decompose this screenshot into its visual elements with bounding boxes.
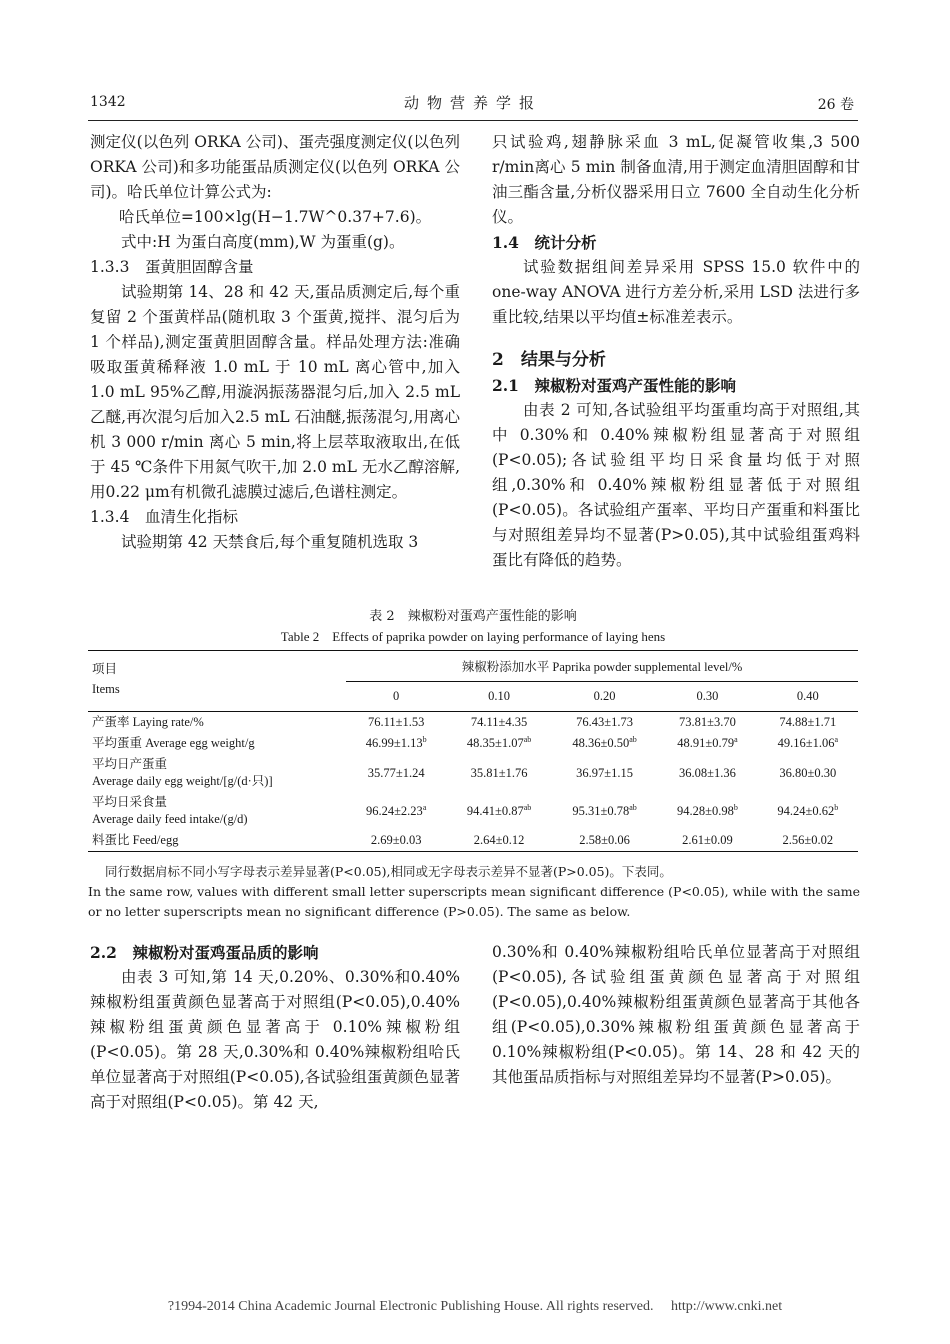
page-number: 1342 (90, 94, 126, 110)
cell-value: 35.81±1.76 (470, 765, 528, 780)
significance-superscript: a (422, 802, 427, 812)
level-header: 0 (393, 689, 400, 703)
cell-value: 46.99±1.13 (365, 736, 423, 751)
left-column-bottom (90, 940, 460, 1115)
row-label (88, 792, 346, 830)
data-table (88, 650, 858, 852)
table-cell (552, 733, 658, 754)
table-row (88, 712, 858, 734)
level-header: 0.30 (696, 689, 719, 703)
row-label (88, 712, 346, 734)
running-header (88, 90, 858, 121)
cell-value: 76.43±1.73 (576, 715, 633, 729)
item-header-cn: 项目 (92, 662, 118, 676)
cell-value: 73.81±3.70 (679, 715, 736, 729)
cell-value: 48.91±0.79 (677, 736, 735, 751)
row-label-cn: 平均日产蛋重 (92, 757, 168, 771)
cell-value: 36.97±1.15 (576, 765, 633, 780)
right-column-top (492, 130, 860, 573)
table-cell (657, 754, 757, 792)
cell-value: 2.69±0.03 (370, 833, 422, 847)
table-cell (758, 792, 858, 830)
cell-value: 94.41±0.87 (466, 804, 524, 819)
row-label (88, 830, 346, 852)
table-cell (346, 792, 446, 830)
paragraph: 只试验鸡,翅静脉采血 3 mL,促凝管收集,3 500 r/min离心 5 min 制备血清,用于测定血清胆固醇和甘油三酯含量,分析仪器采用日立 7600 全自动生化分析仪。 (492, 133, 860, 226)
cell-value: 35.77±1.24 (367, 765, 425, 780)
significance-superscript: ab (523, 735, 532, 745)
paragraph: 试验数据组间差异采用 SPSS 15.0 软件中的 one-way ANOVA 进行方差分析,采用 LSD 法进行多重比较,结果以平均值±标准差表示。 (492, 258, 860, 326)
cell-value: 95.31±0.78 (572, 804, 630, 819)
paragraph: 测定仪(以色列 ORKA 公司)、蛋壳强度测定仪(以色列 ORKA 公司)和多功能蛋品质测定仪(以色列 ORKA 公司)。哈氏单位计算公式为: (90, 133, 460, 201)
cell-value: 94.28±0.98 (677, 804, 734, 819)
table-caption-en: Table 2 Effects of paprika powder on laying performance of laying hens (280, 629, 666, 644)
significance-superscript: b (733, 802, 738, 812)
row-label-en: Average daily feed intake/(g/d) (92, 812, 248, 826)
cell-value: 74.88±1.71 (779, 715, 837, 729)
row-label-en: Average daily egg weight/[g/(d·只)] (92, 774, 273, 788)
row-label-cn: 平均日采食量 (92, 795, 168, 809)
table-cell (657, 830, 757, 852)
table-note-en: In the same row, values with different small letter superscripts mean significant difference (P<0.05), while with the same or no letter superscripts mean no significant difference (P>0.05). The same as below. (88, 884, 861, 919)
cell-value: 94.24±0.62 (777, 804, 835, 819)
table-cell (446, 830, 552, 852)
cell-value: 48.36±0.50 (572, 736, 630, 751)
significance-superscript: b (422, 735, 427, 745)
level-header: 0.20 (593, 689, 616, 703)
row-label-cn: 平均蛋重 Average egg weight/g (92, 736, 255, 750)
right-column-bottom (492, 940, 860, 1090)
copyright-footer: ?1994-2014 China Academic Journal Electronic Publishing House. All rights reserved. http://www.cnki.net (167, 1299, 783, 1314)
cell-value: 76.11±1.53 (367, 715, 425, 729)
subsubsection-heading: 1.3.3 蛋黄胆固醇含量 (90, 258, 254, 276)
table-cell (657, 712, 757, 734)
cell-value: 49.16±1.06 (777, 736, 835, 751)
table-note-cn: 同行数据肩标不同小写字母表示差异显著(P<0.05),相同或无字母表示差异不显著(P>0.05)。下表同。 (105, 864, 672, 879)
paragraph: 由表 3 可知,第 14 天,0.20%、0.30%和0.40%辣椒粉组蛋黄颜色显著高于对照组(P<0.05),0.40%辣椒粉组蛋黄颜色显著高于 0.10%辣椒粉组(P<0.05)。第 28 天,0.30%和 0.40%辣椒粉组哈氏单位显著高于对照组(P<0.05),各试验组蛋黄颜色显著高于对照组(P<0.05)。第 42 天, (90, 968, 460, 1111)
cell-value: 2.61±0.09 (682, 833, 733, 847)
item-header-en: Items (92, 682, 120, 696)
table-cell (758, 754, 858, 792)
table-cell (446, 754, 552, 792)
paragraph: 由表 2 可知,各试验组平均蛋重均高于对照组,其中 0.30%和 0.40%辣椒粉组显著高于对照组(P<0.05);各试验组平均日采食量均低于对照组,0.30%和 0.40%辣椒粉组显著低于对照组(P<0.05)。各试验组产蛋率、平均日产蛋重和料蛋比与对照组差异均不显著(P>0.05),其中试验组蛋鸡料蛋比有降低的趋势。 (492, 401, 860, 569)
row-label (88, 754, 346, 792)
table-row (88, 792, 858, 830)
item-header (88, 651, 346, 712)
table-cell (758, 830, 858, 852)
cell-value: 74.11±4.35 (470, 715, 528, 729)
cell-value: 36.08±1.36 (679, 765, 736, 780)
cell-value: 2.64±0.12 (473, 833, 525, 847)
significance-superscript: ab (523, 802, 532, 812)
subsubsection-heading: 1.3.4 血清生化指标 (90, 508, 238, 526)
table-cell (552, 830, 658, 852)
paragraph: 0.30%和 0.40%辣椒粉组哈氏单位显著高于对照组(P<0.05),各试验组蛋黄颜色显著高于对照组(P<0.05),0.40%辣椒粉组蛋黄颜色显著高于其他各组(P<0.05),0.30%辣椒粉组蛋黄颜色显著高于 0.10%辣椒粉组(P<0.05)。第 14、28 和 42 天的其他蛋品质指标与对照组差异均不显著(P>0.05)。 (492, 943, 860, 1086)
significance-superscript: b (834, 802, 839, 812)
table-cell (657, 733, 757, 754)
left-column-top (90, 130, 460, 555)
formula: 哈氏单位=100×lg(H−1.7W^0.37+7.6)。 (118, 208, 432, 226)
table-cell (346, 733, 446, 754)
significance-superscript: ab (629, 735, 637, 745)
significance-superscript: a (834, 735, 839, 745)
cell-value: 48.35±1.07 (466, 736, 524, 751)
table-caption-cn: 表 2 辣椒粉对蛋鸡产蛋性能的影响 (369, 609, 577, 624)
table-row (88, 754, 858, 792)
cell-value: 96.24±2.23 (365, 804, 423, 819)
table-cell (552, 754, 658, 792)
level-header: 0.10 (488, 689, 510, 703)
table-cell (758, 712, 858, 734)
table-cell (657, 792, 757, 830)
significance-superscript: a (734, 735, 738, 745)
journal-name: 动物营养学报 (403, 94, 542, 112)
row-label-cn: 料蛋比 Feed/egg (92, 833, 179, 847)
table-row (88, 733, 858, 754)
section-heading: 2 结果与分析 (492, 350, 606, 370)
row-label-cn: 产蛋率 Laying rate/% (92, 715, 204, 729)
subsection-heading: 1.4 统计分析 (492, 233, 597, 252)
group-header: 辣椒粉添加水平 Paprika powder supplemental level/% (346, 651, 858, 682)
significance-superscript: ab (629, 802, 637, 812)
table-notes (88, 862, 861, 922)
table-cell (552, 792, 658, 830)
cell-value: 36.80±0.30 (779, 765, 837, 780)
table-cell (552, 712, 658, 734)
table-cell (446, 733, 552, 754)
table-cell (346, 712, 446, 734)
table-cell (346, 754, 446, 792)
subsection-heading: 2.1 辣椒粉对蛋鸡产蛋性能的影响 (492, 376, 736, 395)
table-cell (446, 712, 552, 734)
table-cell (446, 792, 552, 830)
level-header: 0.40 (796, 689, 819, 703)
subsection-heading: 2.2 辣椒粉对蛋鸡蛋品质的影响 (90, 943, 319, 962)
paragraph: 试验期第 42 天禁食后,每个重复随机选取 3 (121, 533, 419, 551)
table-row (88, 830, 858, 852)
table-cell (346, 830, 446, 852)
row-label (88, 733, 346, 754)
cell-value: 2.56±0.02 (782, 833, 834, 847)
cell-value: 2.58±0.06 (579, 833, 630, 847)
table-cell (758, 733, 858, 754)
paragraph: 式中:H 为蛋白高度(mm),W 为蛋重(g)。 (121, 233, 405, 251)
volume-number: 26 卷 (817, 97, 854, 113)
paragraph: 试验期第 14、28 和 42 天,蛋品质测定后,每个重复留 2 个蛋黄样品(随机取 3 个蛋黄,搅拌、混匀后为 1 个样品),测定蛋黄胆固醇含量。样品处理方法:准确吸取蛋黄稀释液 1.0 mL 于 10 mL 离心管中,加入 1.0 mL 95%乙醇,用漩涡振荡器混匀后,加入 2.5 mL 乙醚,再次混匀后加入2.5 mL 石油醚,振荡混匀,用离心机 3 000 r/min 离心 5 min,将上层萃取液取出,在低于 45 ℃条件下用氮气吹干,加 2.0 mL 无水乙醇溶解,用0.22 μm有机微孔滤膜过滤后,色谱柱测定。 (90, 283, 460, 501)
